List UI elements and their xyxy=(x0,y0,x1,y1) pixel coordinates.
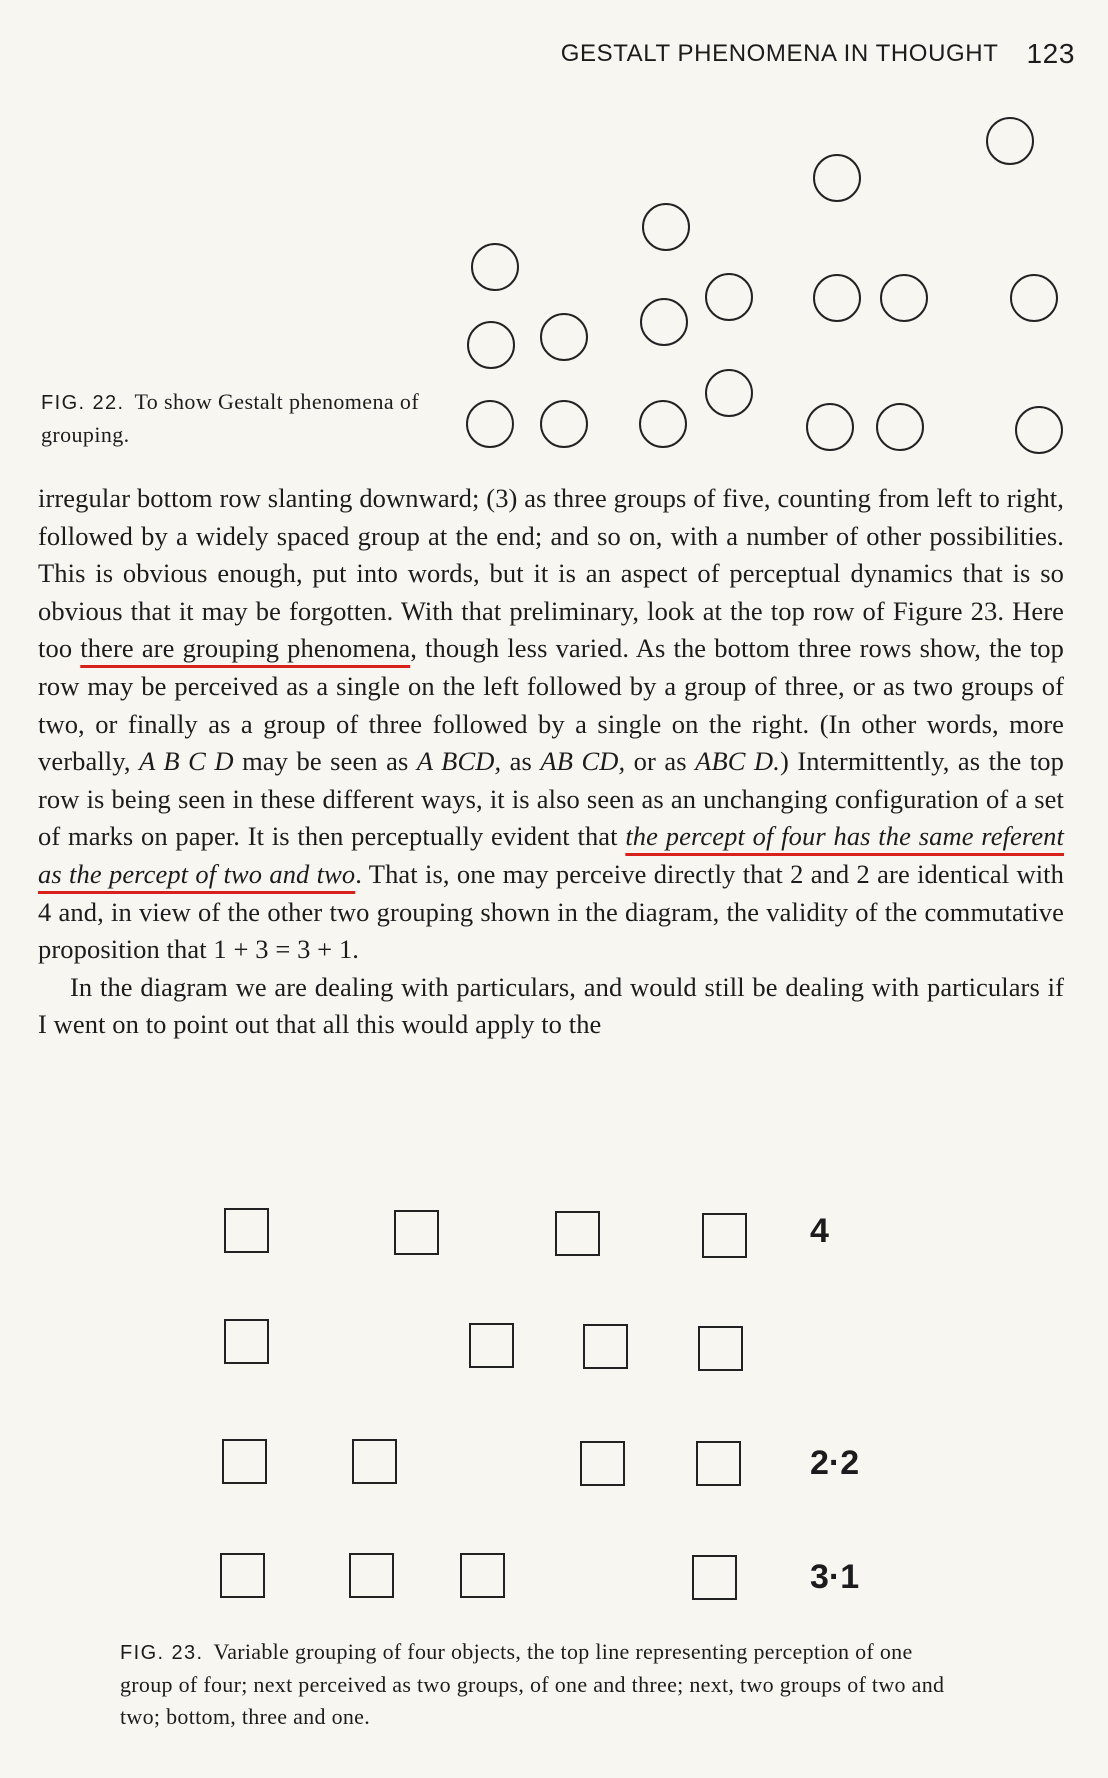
figure-22-caption xyxy=(41,386,441,450)
text-run: as xyxy=(501,746,541,777)
fig23-square xyxy=(221,1554,264,1597)
fig22-circle xyxy=(1016,407,1062,453)
fig23-square xyxy=(470,1324,513,1367)
figure-23-caption xyxy=(120,1636,960,1733)
fig22-circle xyxy=(643,204,689,250)
fig22-circle xyxy=(468,322,514,368)
figure-23-caption-text: Variable grouping of four objects, the top line representing perception of one group of four; next perceived as two groups, of one and three; next, two groups of two and two; bottom, three and one. xyxy=(120,1639,945,1729)
fig23-square xyxy=(353,1440,396,1483)
fig22-circle xyxy=(814,155,860,201)
fig22-circle xyxy=(987,118,1033,164)
group-label-3-1: 3·1 xyxy=(810,1558,860,1596)
fig23-square xyxy=(225,1320,268,1363)
running-title: GESTALT PHENOMENA IN THOUGHT xyxy=(560,40,999,67)
fig23-square xyxy=(581,1442,624,1485)
text-run: may be seen as xyxy=(233,746,417,777)
fig23-square xyxy=(225,1209,268,1252)
fig23-square xyxy=(556,1212,599,1255)
fig22-circle xyxy=(807,404,853,450)
text-run: . That is, one may perceive directly that 2 and 2 are identical with 4 and, in view of the other two grouping shown in the diagram, the validity of the commutative proposition that 1 + 3 = 3 + 1. xyxy=(38,858,1064,965)
page-number: 123 xyxy=(1026,38,1075,69)
fig23-square xyxy=(350,1554,393,1597)
paragraph-2: In the diagram we are dealing with particulars, and would still be dealing with particulars if I went on to point out that all this would apply to the xyxy=(38,971,1064,1040)
underlined-phrase-grouping: there are grouping phenomena xyxy=(80,633,411,664)
fig23-square xyxy=(703,1214,746,1257)
fig22-circle xyxy=(1011,275,1057,321)
italic-text: A B C D xyxy=(139,746,234,777)
italic-text: A BCD, xyxy=(416,746,502,777)
text-run: ) Intermittently, as the top row is being seen in these different ways, it is also seen as an unchanging configuration of a set of marks on paper. It is then perceptually evident that xyxy=(38,746,1064,852)
italic-text: AB CD, xyxy=(540,746,626,777)
fig23-square xyxy=(395,1211,438,1254)
text-run: or as xyxy=(625,746,696,777)
fig22-circle xyxy=(641,299,687,345)
body-text xyxy=(38,480,1064,1044)
fig22-circle xyxy=(541,314,587,360)
fig23-square xyxy=(693,1556,736,1599)
italic-text: ABC D. xyxy=(695,746,780,777)
group-label-2-2: 2·2 xyxy=(810,1444,860,1482)
fig22-circle xyxy=(472,244,518,290)
figure-23-label: FIG. 23. xyxy=(120,1642,204,1664)
fig23-square xyxy=(461,1554,504,1597)
text-run: irregular bottom row slanting downward; (3) as three groups of five, counting from left to right, followed by a widely spaced group at the end; and so on, with a number of other possibilities. This is obvious enough, put into words, but it is an aspect of perceptual dynamics that is so obvious that it may be forgotten. With that preliminary, look at the top row of Figure 23. Here too xyxy=(38,483,1064,664)
paragraph-1 xyxy=(38,480,1064,969)
fig23-square xyxy=(697,1442,740,1485)
text-run: , though less varied. As the bottom three rows show, the top row may be perceived as a single on the left followed by a group of three, or as two groups of two, or finally as a group of three followed by a single on the right. (In other words, more verbally, xyxy=(38,633,1064,777)
figure-22-caption-text: To show Gestalt phenomena of grouping. xyxy=(41,389,420,447)
fig22-circle xyxy=(706,274,752,320)
fig23-square xyxy=(584,1325,627,1368)
fig22-circle xyxy=(640,401,686,447)
fig22-circle xyxy=(814,275,860,321)
fig22-circle xyxy=(541,401,587,447)
fig22-circle xyxy=(467,401,513,447)
fig22-circle xyxy=(706,370,752,416)
fig23-square xyxy=(223,1440,266,1483)
underlined-phrase-percept: the percept of four has the same referent as the percept of two and two xyxy=(38,821,1064,889)
fig23-square xyxy=(699,1327,742,1370)
group-label-4: 4 xyxy=(810,1212,829,1250)
fig22-circle xyxy=(881,275,927,321)
fig22-circle xyxy=(877,404,923,450)
figure-22-label: FIG. 22. xyxy=(41,392,125,414)
